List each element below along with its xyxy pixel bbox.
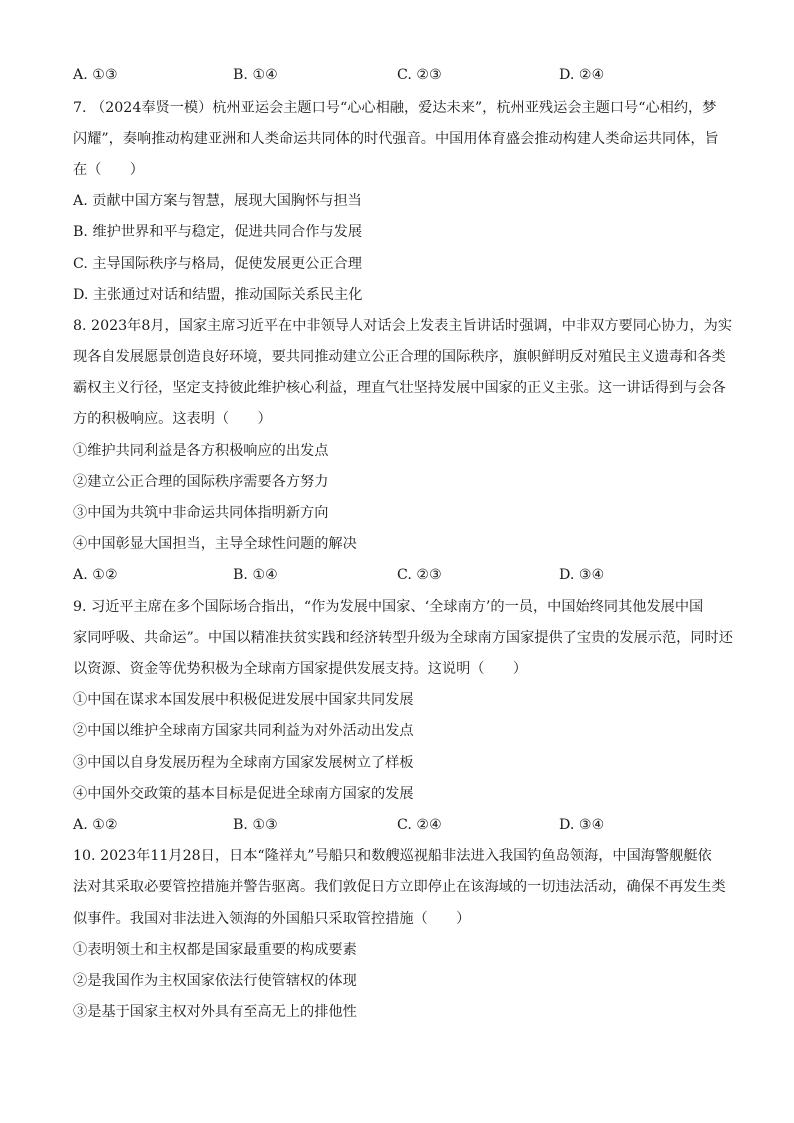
q7-stem-line-3: 在（ ）: [73, 162, 144, 178]
q9-statement-1: ①中国在谋求本国发展中积极促进发展中国家共同发展: [73, 692, 414, 708]
q9-option-c: C. ②④: [397, 817, 442, 833]
q10-statement-1: ①表明领土和主权都是国家最重要的构成要素: [73, 942, 357, 958]
q8-statement-4: ④中国彰显大国担当，主导全球性问题的解决: [73, 536, 357, 552]
q8-option-c: C. ②③: [397, 567, 442, 583]
q8-statement-2: ②建立公正合理的国际秩序需要各方努力: [73, 474, 329, 490]
q6-option-c: C. ②③: [397, 67, 442, 83]
q7-choice-d: D. 主张通过对话和结盟，推动国际关系民主化: [73, 287, 363, 303]
q7-stem-line-2: 闪耀”，奏响推动构建亚洲和人类命运共同体的时代强音。中国用体育盛会推动构建人类命运共同体，旨: [73, 131, 719, 147]
q9-stem-line-3: 以资源、资金等优势积极为全球南方国家提供发展支持。这说明（ ）: [73, 661, 528, 677]
q10-stem-line-3: 似事件。我国对非法进入领海的外国船只采取管控措施（ ）: [73, 911, 471, 927]
q10-statement-3: ③是基于国家主权对外具有至高无上的排他性: [73, 1004, 357, 1020]
q7-stem-line-1: 7. （2024奉贤一模）杭州亚运会主题口号“心心相融，爱达未来”，杭州亚残运会主题口号“心相约，梦: [73, 100, 717, 116]
q6-option-d: D. ②④: [559, 67, 605, 83]
q8-stem-line-4: 方的积极响应。这表明（ ）: [73, 411, 272, 427]
q8-stem-line-2: 现各自发展愿景创造良好环境，要共同推动建立公正合理的国际秩序，旗帜鲜明反对殖民主义遗毒和各类: [73, 349, 726, 365]
q8-statement-1: ①维护共同利益是各方积极响应的出发点: [73, 443, 329, 459]
q7-choice-b: B. 维护世界和平与稳定，促进共同合作与发展: [73, 224, 363, 240]
q9-statement-3: ③中国以自身发展历程为全球南方国家发展树立了样板: [73, 755, 414, 771]
q10-stem-line-2: 法对其采取必要管控措施并警告驱离。我们敦促日方立即停止在该海域的一切违法活动，确保不再发生类: [73, 879, 726, 895]
q9-option-b: B. ①③: [233, 817, 278, 833]
q6-option-b: B. ①④: [233, 67, 278, 83]
q8-options: [73, 565, 733, 585]
q9-option-d: D. ③④: [559, 817, 605, 833]
q9-options: [73, 815, 733, 835]
q6-options: [73, 65, 733, 85]
q6-option-a: A. ①③: [73, 67, 118, 83]
q9-option-a: A. ①②: [73, 817, 118, 833]
q9-statement-4: ④中国外交政策的基本目标是促进全球南方国家的发展: [73, 786, 414, 802]
q8-option-b: B. ①④: [233, 567, 278, 583]
q8-stem-line-1: 8. 2023年8月，国家主席习近平在中非领导人对话会上发表主旨讲话时强调，中非双方要同心协力，为实: [73, 318, 733, 334]
q10-statement-2: ②是我国作为主权国家依法行使管辖权的体现: [73, 973, 357, 989]
q10-stem-line-1: 10. 2023年11月28日，日本“隆祥丸”号船只和数艘巡视船非法进入我国钓鱼岛领海，中国海警舰艇依: [73, 848, 712, 864]
q8-option-a: A. ①②: [73, 567, 118, 583]
q8-statement-3: ③中国为共筑中非命运共同体指明新方向: [73, 505, 329, 521]
q9-stem-line-1: 9. 习近平主席在多个国际场合指出，“作为发展中国家、‘全球南方’的一员，中国始终同其他发展中国: [73, 599, 704, 615]
q7-choice-c: C. 主导国际秩序与格局，促使发展更公正合理: [73, 256, 362, 272]
q9-stem-line-2: 家同呼吸、共命运”。中国以精准扶贫实践和经济转型升级为全球南方国家提供了宝贵的发展示范，同时还: [73, 630, 733, 646]
q9-statement-2: ②中国以维护全球南方国家共同利益为对外活动出发点: [73, 723, 414, 739]
q8-option-d: D. ③④: [559, 567, 605, 583]
q8-stem-line-3: 霸权主义行径，坚定支持彼此维护核心利益，理直气壮坚持发展中国家的正义主张。这一讲话得到与会各: [73, 380, 726, 396]
q7-choice-a: A. 贡献中国方案与智慧，展现大国胸怀与担当: [73, 193, 362, 209]
